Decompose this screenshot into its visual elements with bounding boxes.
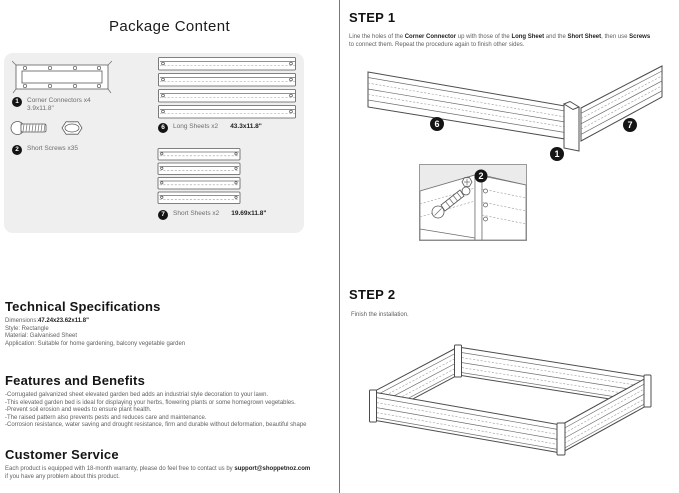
spec-line: Application: Suitable for home gardening, balcony vegetable garden: [5, 340, 186, 347]
step2-instructions: Finish the installation.: [351, 312, 409, 318]
step1-instructions: Line the holes of the Corner Connector up with those of the Long Sheet and the Short Sheet, then use Screws to connect them. Repeat the procedure again to finish other sides.: [349, 34, 651, 48]
short-sheets-drawing: [157, 148, 242, 204]
features-benefits-title: Features and Benefits: [5, 373, 146, 388]
feature-line: -Corrosion resistance, water saving and drought resistance, firm and durable without deformation, beautiful shape: [5, 422, 307, 429]
step1-screw-detail-inset: [419, 164, 527, 241]
svg-text:6: 6: [434, 119, 440, 130]
package-content-title: Package Content: [108, 18, 231, 35]
long-sheets-drawing: [157, 57, 297, 119]
left-column: [0, 0, 339, 493]
step1-title: STEP 1: [349, 10, 396, 25]
corner-connector-drawing: [12, 58, 112, 96]
customer-service-title: Customer Service: [5, 447, 119, 462]
part-number-badge: 1: [12, 97, 22, 107]
step2-title: STEP 2: [349, 287, 396, 302]
part-name: Long Sheets x2: [173, 123, 219, 130]
feature-line: -Prevent soil erosion and weeds to ensure plant health.: [5, 407, 152, 414]
part-number-badge: 6: [158, 123, 168, 133]
part-number-badge: 2: [12, 145, 22, 155]
svg-text:2: 2: [478, 171, 484, 182]
svg-text:7: 7: [627, 120, 633, 131]
part-size: 43.3x11.8": [230, 123, 262, 130]
spec-line: Style: Rectangle: [5, 325, 49, 332]
technical-specifications-section: [5, 299, 339, 348]
feature-line: -This elevated garden bed is ideal for displaying your herbs, flowering plants or some homegrown vegetables.: [5, 399, 296, 406]
part-label-long-sheets: [158, 123, 262, 133]
support-email: support@shoppetnoz.com: [234, 466, 311, 472]
part-label-short-sheets: [158, 210, 267, 220]
technical-specifications-title: Technical Specifications: [5, 299, 161, 314]
features-benefits-section: [5, 373, 339, 430]
part-name: Short Sheets x2: [173, 210, 220, 217]
package-content-panel: [4, 53, 304, 233]
part-number-badge: 7: [158, 210, 168, 220]
part-size: 3.9x11.8": [27, 105, 54, 112]
part-label-short-screws: [12, 145, 78, 155]
customer-service-text: Each product is equipped with 18-month warranty, please do feel free to contact us by support@shoppetnoz.com if you have any problem about this product.: [5, 466, 311, 480]
part-size: 19.69x11.8": [231, 210, 267, 217]
step2-finished-bed-diagram: [354, 333, 666, 465]
spec-line: Material: Galvanised Sheet: [5, 333, 78, 340]
part-name: Short Screws x35: [27, 145, 78, 152]
part-label-corner-connectors: [12, 97, 91, 113]
feature-line: -Corrugated galvanized sheet elevated garden bed adds an industrial style decoration to your lawn.: [5, 392, 269, 398]
short-screw-drawing: [10, 117, 90, 140]
spec-line: Dimensions:47.24x23.62x11.8": [5, 318, 89, 324]
feature-line: -The raised pattern also prevents pests and reduces care and maintenance.: [5, 414, 207, 421]
step1-assembly-diagram: [344, 58, 676, 164]
svg-text:1: 1: [554, 149, 560, 160]
customer-service-section: [5, 447, 339, 481]
right-column: [339, 0, 679, 493]
part-label-text: [27, 97, 91, 113]
part-name: Corner Connectors x4: [27, 97, 91, 104]
